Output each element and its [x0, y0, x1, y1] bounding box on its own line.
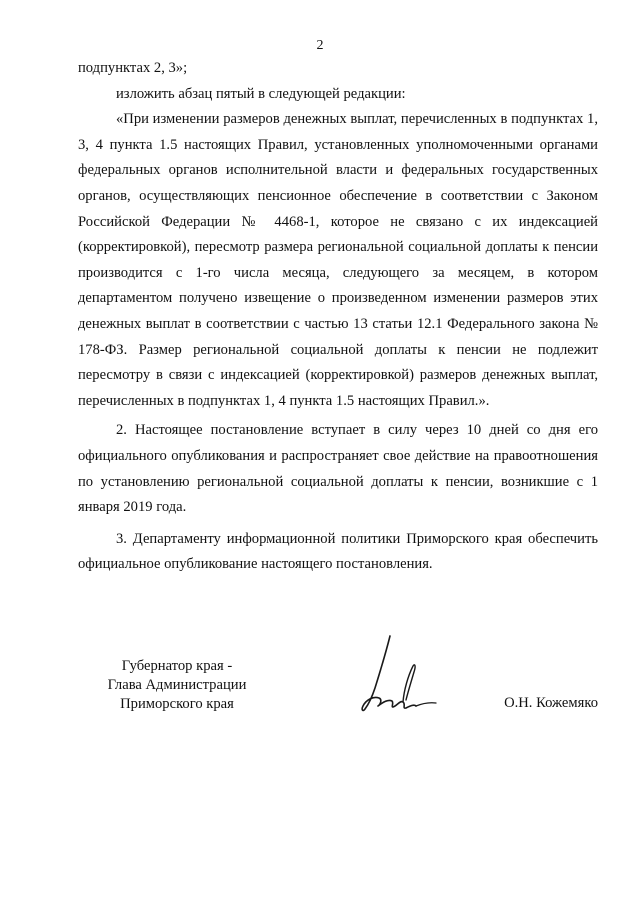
paragraph-quoted-amendment: «При изменении размеров денежных выплат, перечисленных в подпунктах 1, 3, 4 пункта 1.5 настоящих Правил, установленных уполномоченными органами федеральных органов исполнительной власти и федеральных государственных органов, осуществляющих пенсионное обеспечение в соответствии с Законом Российской Федерации № 4468-1, которое не связано с их индексацией (корректировкой), пересмотр размера региональной социальной доплаты к пенсии производится с 1-го числа месяца, следующего за месяцем, в котором департаментом получено извещение о произведенном изменении размеров этих денежных выплат в соответствии с частью 13 статьи 12.1 Федерального закона № 178-ФЗ. Размер региональной социальной доплаты к пенсии не подлежит пересмотру в связи с индексацией (корректировкой) размеров денежных выплат, перечисленных в подпунктах 1, 4 пункта 1.5 настоящих Правил.».	[78, 111, 598, 409]
signatory-title-line: Глава Администрации	[107, 677, 247, 693]
paragraph-item-3: 3. Департаменту информационной политики Приморского края обеспечить официальное опубликование настоящего постановления.	[78, 530, 598, 573]
paragraph-continuation: подпунктах 2, 3»;	[78, 60, 188, 76]
signatory-title	[92, 657, 262, 714]
signatory-title-line: Губернатор края -	[121, 658, 233, 674]
document-body	[78, 56, 598, 578]
page-number: 2	[316, 38, 324, 53]
signatory-name: О.Н. Кожемяко	[504, 695, 598, 711]
handwritten-signature	[356, 630, 438, 726]
paragraph-instruction: изложить абзац пятый в следующей редакции:	[116, 85, 406, 102]
paragraph-item-2: 2. Настоящее постановление вступает в силу через 10 дней со дня его официального опубликования и распространяет свое действие на правоотношения по установлению региональной социальной доплаты к пенсии, возникшие с 1 января 2019 года.	[78, 422, 598, 516]
signatory-title-line: Приморского края	[120, 696, 234, 712]
